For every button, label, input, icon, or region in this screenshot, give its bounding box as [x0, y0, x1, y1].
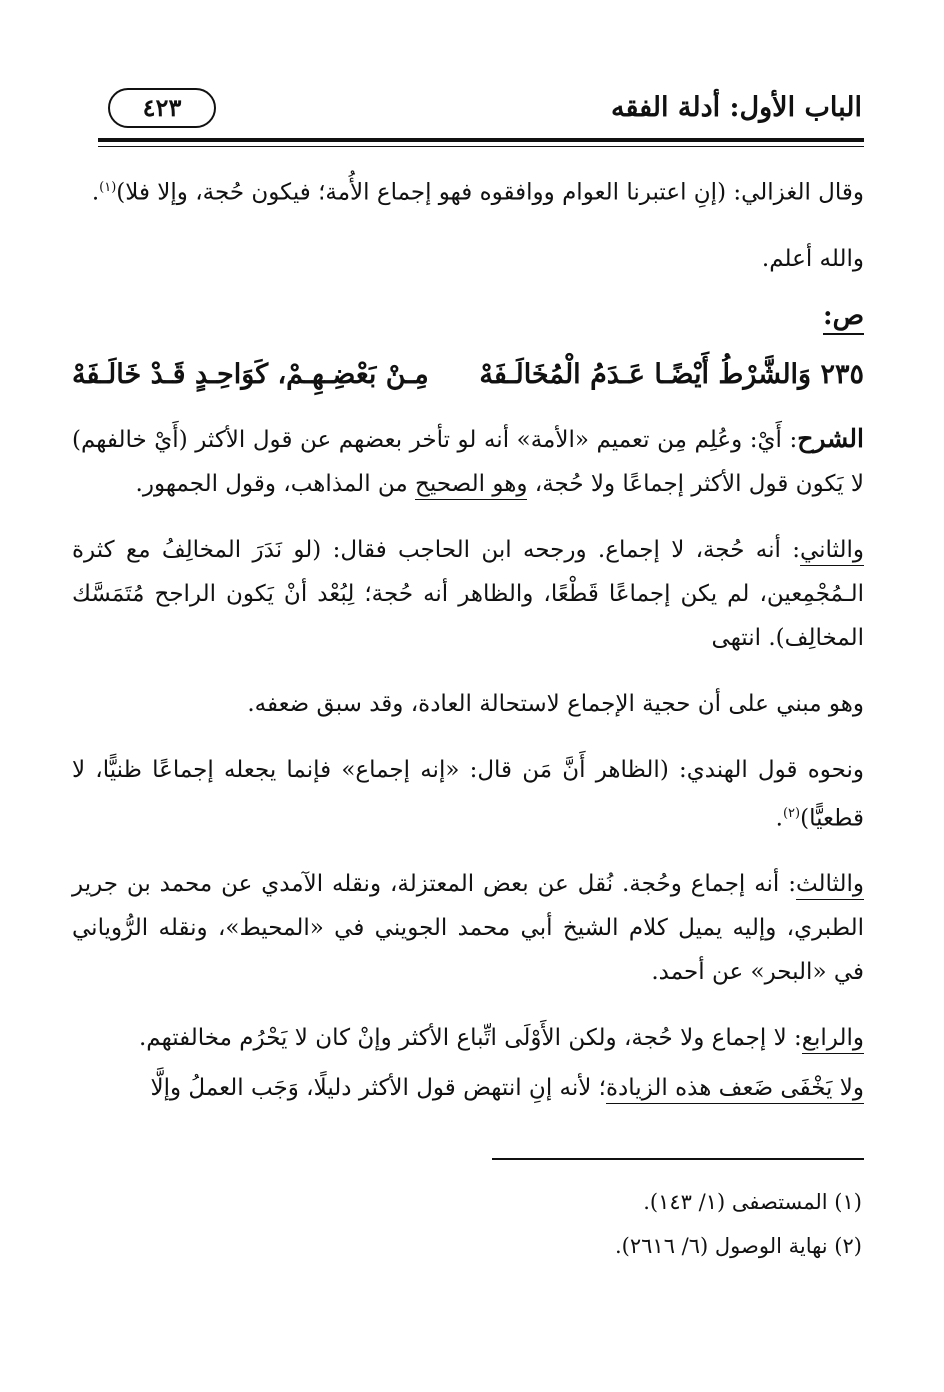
page-header: [100, 88, 862, 132]
opinion-label: والرابع: [802, 1025, 864, 1054]
header-rule-thin: [98, 146, 864, 147]
paragraph-third-opinion: [72, 862, 864, 994]
footnote-ref-1[interactable]: (١): [99, 180, 117, 195]
paragraph-text: ونحوه قول الهندي: (الظاهر أَنَّ مَن قال: «إنه إجماع» فإنما يجعله إجماعًا ظنيًّا، لا قطعيًّا): [72, 756, 864, 832]
paragraph-text: : أَيْ: وعُلِم مِن تعميم «الأمة» أنه لو تأخر بعضهم عن قول الأكثر (أَيْ خالفهم) لا يَكون قول الأكثر إجماعًا ولا حُجة،: [72, 426, 864, 497]
sad-label: ص:: [823, 299, 864, 335]
paragraph-basis: وهو مبني على أن حجية الإجماع لاستحالة العادة، وقد سبق ضعفه.: [247, 690, 864, 717]
sad-heading: [72, 291, 864, 353]
paragraph-text: : أنه إجماع وحُجة. نُقل عن بعض المعتزلة، ونقله الآمدي عن محمد بن جرير الطبري، وإليه يميل كلام الشيخ أبي محمد الجويني في «المحيط»، ونقله الرُّوياني في «البحر» عن أحمد.: [72, 871, 864, 986]
paragraph-sharh: [72, 417, 864, 506]
paragraph-text: وقال الغزالي: (إنِ اعتبرنا العوام ووافقوه فهو إجماع الأُمة؛ فيكون حُجة، وإلا فلا): [116, 179, 864, 206]
header-rule-thick: [98, 138, 864, 142]
paragraph-text: من المذاهب، وقول الجمهور.: [135, 470, 416, 497]
paragraph-text: ؛ لأنه إنِ انتهض قول الأكثر دليلًا، وَجَب العملُ وإلَّا: [150, 1075, 606, 1102]
paragraph-text: : أنه حُجة، لا إجماع. ورجحه ابن الحاجب فقال: (لو نَدَرَ المخالِفُ مع كثرة الـمُجْمِعين، لم يكن إجماعًا قَطْعًا، والظاهر أنه حُجة؛ لِبُعْد أنْ يَكون الراجح مُتَمَسَّك المخالِف). انتهى: [72, 536, 864, 651]
opinion-label: والثالث: [796, 871, 864, 900]
verse-second-hemistich: مِـنْ بَعْضِـهِـمْ، كَوَاحِـدٍ قَـدْ خَالَـفَهْ: [72, 358, 429, 390]
paragraph-text: : لا إجماع ولا حُجة، ولكن الأَوْلَى اتِّباع الأكثر وإنْ كان لا يَحْرُم مخالفتهم.: [138, 1025, 802, 1052]
paragraph-closing: والله أعلم.: [761, 245, 864, 272]
footnote-1: (١) المستصفى (١/ ١٤٣).: [643, 1190, 862, 1214]
opinion-label: والثاني: [800, 537, 864, 566]
running-title: الباب الأول: أدلة الفقه: [611, 92, 862, 123]
footnotes: [72, 1186, 862, 1274]
verse-line: [72, 353, 864, 397]
underlined-text: وهو الصحيح: [415, 471, 527, 500]
paragraph-weakness: [72, 1066, 864, 1110]
paragraph-end: .: [775, 805, 783, 832]
paragraph-hindi: [72, 748, 864, 841]
paragraph-end: .: [91, 179, 100, 206]
paragraph-second-opinion: [72, 528, 864, 660]
paragraph-fourth-opinion: [72, 1016, 864, 1060]
sharh-label: الشرح: [797, 423, 864, 453]
paragraph-ghazali: [72, 166, 864, 215]
page-body: [72, 166, 864, 1132]
footnote-ref-2[interactable]: (٢): [782, 805, 801, 821]
footnote-2: (٢) نهاية الوصول (٦/ ٢٦١٦).: [615, 1234, 862, 1258]
footnote-separator: [492, 1158, 864, 1160]
page-number: ٤٢٣: [108, 88, 216, 128]
underlined-text: ولا يَخْفَى ضَعف هذه الزيادة: [606, 1075, 864, 1104]
verse-first-hemistich: ٢٣٥ وَالشَّرْطُ أَيْضًـا عَـدَمُ الْمُخَالَـفَهْ: [479, 358, 864, 390]
